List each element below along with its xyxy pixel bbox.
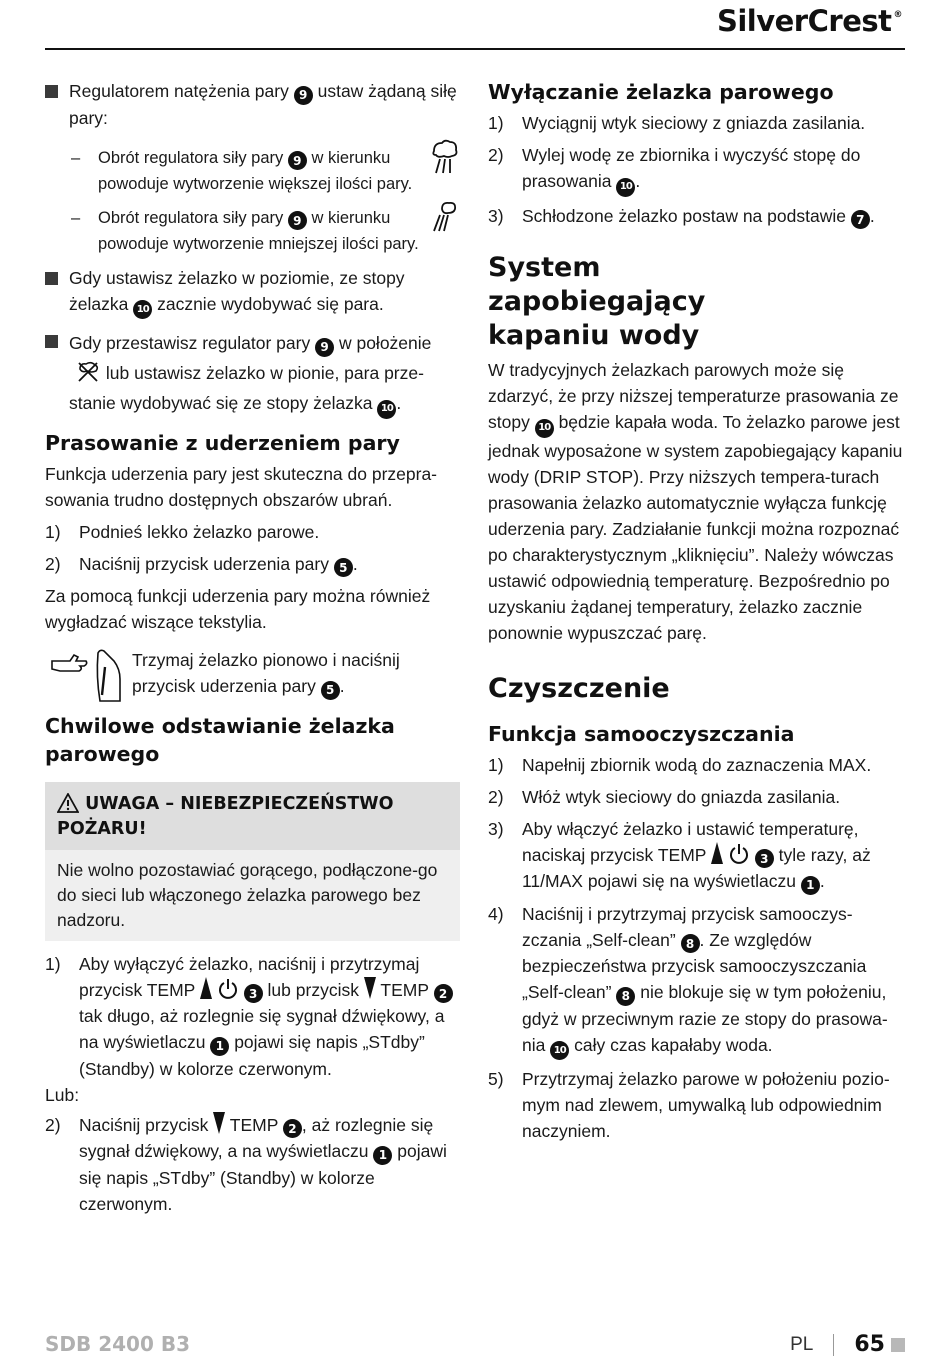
heading-cleaning: Czyszczenie	[488, 672, 670, 704]
ref-3: 3	[244, 984, 263, 1003]
model-number: SDB 2400 B3	[45, 1332, 190, 1356]
power-icon	[217, 978, 239, 1000]
ref-9: 9	[294, 86, 313, 105]
steam-more-icon	[430, 139, 460, 175]
dash-more-steam: – Obrót regulatora siły pary 9 w kierunku powoduje wytworzenie większej ilości pary.	[45, 145, 460, 197]
shot-note: Za pomocą funkcji uderzenia pary można również wygładzać wiszące tekstylia.	[45, 586, 431, 632]
brand-logo: SilverCrest ®	[716, 4, 902, 38]
clean-step-1: 1) Napełnij zbiornik wodą do zaznaczenia MAX.	[488, 754, 872, 775]
temp-up-icon	[711, 842, 723, 864]
ref-10: 10	[616, 178, 635, 197]
clean-step-4: 4) Naciśnij i przytrzymaj przycisk samooczys-zczania „Self-clean” 8 . Ze względów bezpieczeństwa przycisk samooczyszczania „Self-clean” 8 nie blokuje się w tym położeniu, gdyż w przeciwnym razie ze stopy do prasowa-nia 10 cały czas kapałaby woda.	[488, 901, 906, 1061]
ref-7: 7	[851, 210, 870, 229]
language-code: PL	[790, 1333, 814, 1355]
off-step-3: 3) Schłodzone żelazko postaw na podstawie 7 .	[488, 203, 906, 230]
off-step-2: 2) Wylej wodę ze zbiornika i wyczyść stopę do prasowania 10 .	[488, 142, 906, 197]
shot-step-2: 2) Naciśnij przycisk uderzenia pary 5 .	[45, 551, 460, 578]
ref-10: 10	[133, 300, 152, 319]
tip-vertical: Trzymaj żelazko pionowo i naciśnij przycisk uderzenia pary 5 .	[45, 647, 460, 700]
temp-down-icon	[364, 977, 376, 999]
clean-step-5: 5) Przytrzymaj żelazko parowe w położeniu pozio-mym nad zlewem, umywalką lub odpowiednim naczyniem.	[488, 1069, 890, 1141]
ref-9: 9	[288, 211, 307, 230]
bullet-no-steam: Gdy przestawisz regulator pary 9 w położenie lub ustawisz żelazko w pionie, para prze-stanie wydobywać się ze stopy żelazka 10 .	[45, 328, 460, 419]
power-icon	[728, 843, 750, 865]
ref-8: 8	[616, 987, 635, 1006]
off-step-1: 1) Wyciągnij wtyk sieciowy z gniazda zasilania.	[488, 113, 866, 133]
footer-separator	[833, 1334, 834, 1356]
steam-less-icon	[430, 199, 460, 235]
heading-self-clean: Funkcja samooczyszczania	[488, 721, 795, 746]
steam-off-icon	[75, 361, 101, 383]
ref-2: 2	[434, 984, 453, 1003]
warning-title: UWAGA – NIEBEZPIECZEŃSTWO POŻARU!	[45, 782, 460, 850]
clean-step-2: 2) Włóż wtyk sieciowy do gniazda zasilania.	[488, 786, 841, 807]
page-number: 65	[854, 1332, 885, 1357]
ref-1: 1	[210, 1037, 229, 1056]
heading-drip-stop: System zapobiegający kapaniu wody	[488, 252, 706, 351]
heading-steam-shot: Prasowanie z uderzeniem pary	[45, 430, 400, 455]
shot-step-1: 1) Podnieś lekko żelazko parowe.	[45, 521, 320, 542]
ref-2: 2	[283, 1119, 302, 1138]
ref-1: 1	[373, 1146, 392, 1165]
header-rule	[45, 48, 905, 50]
bullet-steam-regulator: Regulatorem natężenia pary 9 ustaw żądaną siłę pary:	[45, 78, 460, 131]
ref-5: 5	[334, 558, 353, 577]
ref-3: 3	[755, 849, 774, 868]
ref-8: 8	[681, 934, 700, 953]
ref-1: 1	[801, 876, 820, 895]
hand-pointer-iron-icon	[50, 647, 130, 703]
bullet-horizontal: Gdy ustawisz żelazko w poziomie, ze stopy żelazka 10 zacznie wydobywać się para.	[45, 265, 460, 320]
ref-10: 10	[377, 400, 396, 419]
ref-10: 10	[550, 1041, 569, 1060]
dash-less-steam: – Obrót regulatora siły pary 9 w kierunku powoduje wytworzenie mniejszej ilości pary.	[45, 205, 460, 257]
page-footer	[790, 1332, 905, 1357]
right-column	[488, 78, 906, 1150]
ref-9: 9	[315, 338, 334, 357]
pause-step-1: 1) Aby wyłączyć żelazko, naciśnij i przytrzymaj przycisk TEMP 3 lub przycisk TEMP 2 tak długo, aż rozlegnie się sygnał dźwiękowy, a na wyświetlaczu 1 pojawi się napis „STdby” (Standby) w kolorze czerwonym.	[45, 951, 460, 1082]
left-column	[45, 78, 460, 1223]
ref-5: 5	[321, 681, 340, 700]
shot-intro: Funkcja uderzenia pary jest skuteczna do przepra-sowania trudno dostępnych obszarów ubrań.	[45, 463, 438, 510]
temp-up-icon	[200, 977, 212, 999]
warning-box	[45, 782, 460, 941]
footer-square-icon	[891, 1338, 905, 1352]
heading-pause: Chwilowe odstawianie żelazka parowego	[45, 713, 395, 766]
warning-triangle-icon	[57, 793, 79, 813]
pause-step-2: 2) Naciśnij przycisk TEMP 2 , aż rozlegnie się sygnał dźwiękowy, a na wyświetlaczu 1 pojawi się napis „STdby” (Standby) w kolorze czerwonym.	[45, 1112, 460, 1217]
clean-step-3: 3) Aby włączyć żelazko i ustawić temperaturę, naciskaj przycisk TEMP 3 tyle razy, aż 11/MAX pojawi się na wyświetlaczu 1 .	[488, 816, 906, 895]
temp-down-icon	[213, 1112, 225, 1134]
drip-paragraph: W tradycyjnych żelazkach parowych może się zdarzyć, że przy niższej temperaturze prasowania ze stopy 10 będzie kapała woda. To żelazko parowe jest jednak wyposażone w system zapobiegający kapaniu wody (DRIP STOP). Przy niższych tempera-turach prasowania żelazko automatycznie wyłącza funkcję uderzenia pary. Zadziałanie funkcji można rozpoznać po charakterystycznym „kliknięciu”. Należy wówczas ustawić odpowiednią temperaturę. Bezpośrednio po uzyskaniu żądanej temperatury, żelazko zacznie ponownie wypuszczać parę.	[488, 360, 903, 643]
ref-9: 9	[288, 151, 307, 170]
heading-switch-off: Wyłączanie żelazka parowego	[488, 80, 834, 104]
ref-10: 10	[535, 419, 554, 438]
warning-body: Nie wolno pozostawiać gorącego, podłączone-go do sieci lub włączonego żelazka parowego bez nadzoru.	[45, 850, 460, 941]
lub-label: Lub:	[45, 1084, 80, 1105]
